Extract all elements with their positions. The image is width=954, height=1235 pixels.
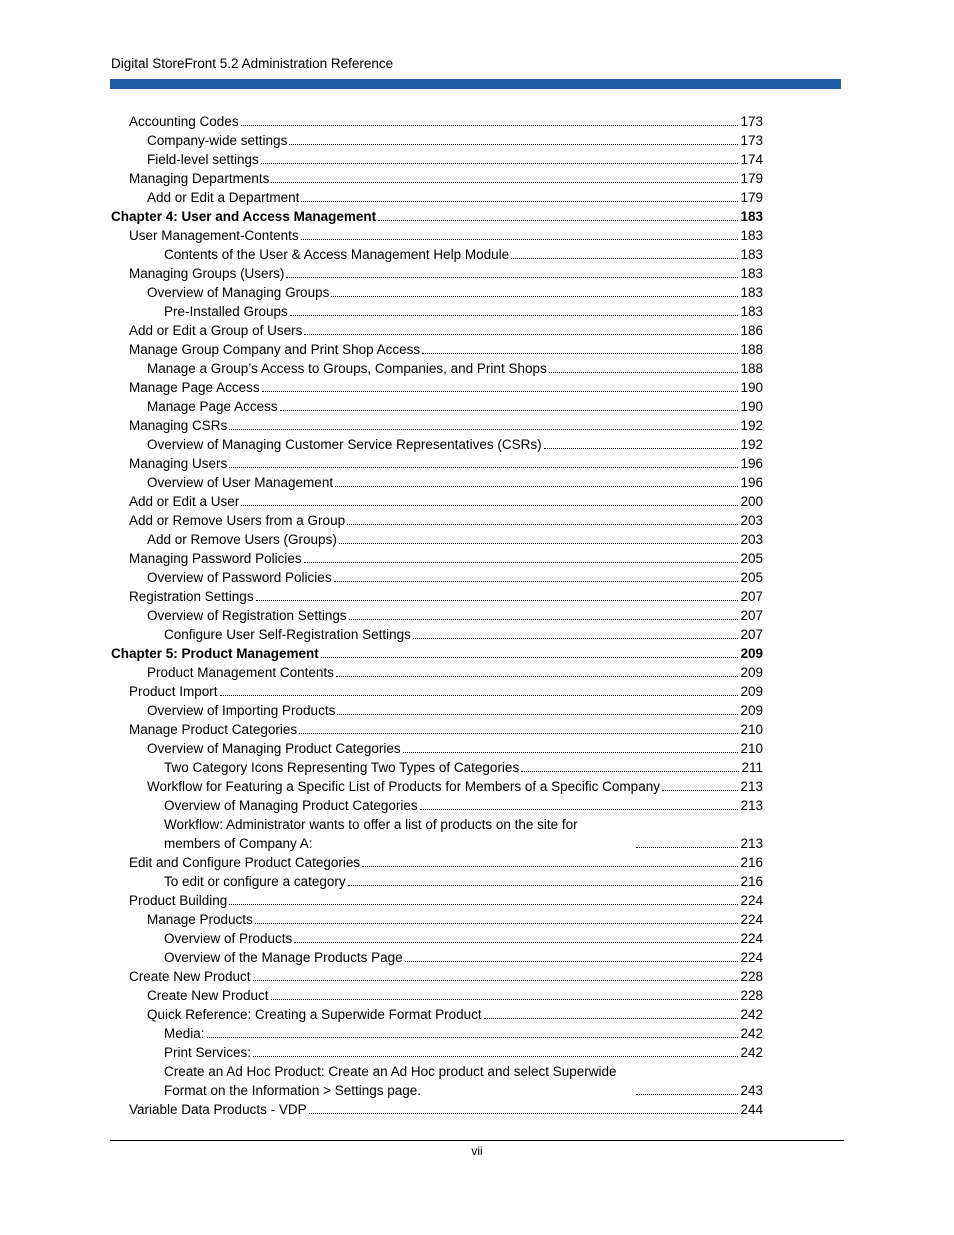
toc-entry-row: [147, 473, 763, 492]
toc-entry-row: [129, 720, 763, 739]
toc-entry-title: Overview of Managing Product Categories: [147, 741, 401, 756]
toc-entry-title: Registration Settings: [129, 589, 254, 604]
dot-leader: [636, 846, 738, 848]
dot-leader: [207, 1036, 739, 1038]
toc-page-number: 183: [740, 266, 763, 281]
toc-page-number: 190: [740, 380, 763, 395]
toc-page-number: 224: [740, 950, 763, 965]
toc-entry-row: [164, 1043, 763, 1062]
toc-page-number: 183: [740, 285, 763, 300]
dot-leader: [253, 1055, 738, 1057]
toc-entry-title: Product Import: [129, 684, 218, 699]
toc-entry[interactable]: [111, 1062, 763, 1100]
table-of-contents: [111, 112, 763, 1119]
toc-entry-row: [129, 549, 763, 568]
toc-entry-title: Workflow for Featuring a Specific List of Products for Members of a Specific Company: [147, 779, 660, 794]
dot-leader: [334, 580, 739, 582]
toc-entry-title: Print Services:: [164, 1045, 252, 1060]
toc-page-number: 242: [740, 1026, 763, 1041]
toc-page-number: 192: [740, 437, 763, 452]
toc-entry-title: Manage Page Access: [129, 380, 260, 395]
toc-page-number: 183: [740, 247, 763, 262]
toc-entry-row: [129, 321, 763, 340]
dot-leader: [413, 637, 739, 639]
toc-entry[interactable]: [111, 245, 763, 264]
toc-entry-title: User Management-Contents: [129, 228, 299, 243]
dot-leader: [511, 257, 738, 259]
toc-entry-row: [147, 530, 763, 549]
toc-entry-row: [147, 283, 763, 302]
toc-entry[interactable]: [111, 435, 763, 454]
toc-entry-title: Create an Ad Hoc Product: Create an Ad Hoc product and select Superwide Format on the Information > Settings page.: [164, 1064, 617, 1098]
dot-leader: [484, 1017, 739, 1019]
toc-page-number: 209: [740, 646, 763, 661]
toc-entry-title: Manage Group Company and Print Shop Access: [129, 342, 421, 357]
toc-page-number: 224: [740, 931, 763, 946]
dot-leader: [309, 1112, 739, 1114]
dot-leader: [241, 504, 738, 506]
toc-entry-row: [129, 226, 763, 245]
toc-page-number: 210: [740, 722, 763, 737]
toc-entry[interactable]: [111, 872, 763, 891]
dot-leader: [220, 694, 739, 696]
toc-page-number: 173: [740, 114, 763, 129]
toc-page-number: 243: [740, 1083, 763, 1098]
toc-entry-title: Managing CSRs: [129, 418, 228, 433]
toc-page-number: 216: [740, 855, 763, 870]
toc-entry[interactable]: [111, 359, 763, 378]
toc-entry-row: [164, 758, 763, 777]
toc-entry-title: Field-level settings: [147, 152, 259, 167]
toc-entry-row: [129, 112, 763, 131]
dot-leader: [253, 979, 739, 981]
dot-leader: [271, 998, 739, 1000]
toc-page-number: 205: [740, 570, 763, 585]
dot-leader: [229, 428, 738, 430]
dot-leader: [261, 162, 739, 164]
toc-page-number: 179: [740, 190, 763, 205]
toc-entry-title: Overview of Managing Product Categories: [164, 798, 418, 813]
toc-entry-title: Workflow: Administrator wants to offer a list of products on the site for members of Company A:: [164, 817, 578, 851]
toc-entry-row: [147, 701, 763, 720]
toc-entry[interactable]: [111, 264, 763, 283]
toc-page-number: 196: [740, 456, 763, 471]
toc-entry-title: Managing Departments: [129, 171, 270, 186]
dot-leader: [255, 922, 739, 924]
toc-entry[interactable]: [111, 321, 763, 340]
toc-entry[interactable]: [111, 606, 763, 625]
header-title: Digital StoreFront 5.2 Administration Reference: [111, 56, 394, 71]
toc-entry-row: [164, 815, 763, 853]
toc-page-number: 183: [740, 209, 763, 224]
toc-entry-title: Manage Page Access: [147, 399, 278, 414]
toc-entry[interactable]: [111, 1005, 763, 1024]
toc-entry[interactable]: [111, 967, 763, 986]
toc-entry[interactable]: [111, 758, 763, 777]
toc-entry-row: [164, 1024, 763, 1043]
toc-page-number: 174: [740, 152, 763, 167]
dot-leader: [290, 314, 739, 316]
toc-entry[interactable]: [111, 853, 763, 872]
toc-entry[interactable]: [111, 568, 763, 587]
toc-entry-title: Overview of Registration Settings: [147, 608, 347, 623]
toc-entry[interactable]: [111, 492, 763, 511]
dot-leader: [262, 390, 739, 392]
toc-entry-row: [129, 492, 763, 511]
toc-entry-row: [147, 663, 763, 682]
toc-entry-title: Two Category Icons Representing Two Types of Categories: [164, 760, 520, 775]
toc-entry-title: Add or Remove Users (Groups): [147, 532, 337, 547]
toc-page-number: 200: [740, 494, 763, 509]
toc-page-number: 188: [740, 342, 763, 357]
dot-leader: [362, 865, 738, 867]
footer-rule: [110, 1140, 844, 1141]
toc-entry-title: Add or Edit a User: [129, 494, 240, 509]
dot-leader: [271, 181, 738, 183]
toc-page-number: 213: [740, 779, 763, 794]
dot-leader: [662, 789, 739, 791]
toc-page-number: 207: [740, 608, 763, 623]
toc-page-number: 242: [740, 1007, 763, 1022]
toc-page-number: 183: [740, 304, 763, 319]
toc-entry[interactable]: [111, 682, 763, 701]
toc-entry-title: Create New Product: [129, 969, 251, 984]
toc-entry[interactable]: [111, 625, 763, 644]
dot-leader: [405, 960, 739, 962]
toc-entry-title: Overview of Password Policies: [147, 570, 332, 585]
dot-leader: [289, 143, 738, 145]
toc-page-number: 173: [740, 133, 763, 148]
toc-page-number: 213: [740, 798, 763, 813]
toc-entry[interactable]: [111, 112, 763, 131]
toc-chapter[interactable]: [111, 207, 763, 226]
toc-entry-title: Overview of Importing Products: [147, 703, 336, 718]
toc-entry-title: Product Management Contents: [147, 665, 334, 680]
toc-entry[interactable]: [111, 397, 763, 416]
toc-entry[interactable]: [111, 1100, 763, 1119]
toc-entry-row: [147, 568, 763, 587]
toc-entry-row: [129, 378, 763, 397]
toc-page-number: 210: [740, 741, 763, 756]
toc-entry-row: [129, 1100, 763, 1119]
toc-entry-row: [129, 169, 763, 188]
dot-leader: [420, 808, 739, 810]
toc-entry-title: To edit or configure a category: [164, 874, 346, 889]
toc-entry-row: [147, 359, 763, 378]
toc-entry-row: [129, 264, 763, 283]
dot-leader: [521, 770, 739, 772]
toc-entry-row: [111, 207, 763, 226]
toc-entry-title: Overview of Managing Customer Service Representatives (CSRs): [147, 437, 542, 452]
toc-entry-row: [164, 929, 763, 948]
toc-entry[interactable]: [111, 910, 763, 929]
toc-page-number: 209: [740, 684, 763, 699]
header-bar: [110, 79, 841, 89]
toc-entry-row: [147, 739, 763, 758]
toc-entry-row: [147, 910, 763, 929]
toc-page-number: 196: [740, 475, 763, 490]
toc-entry-title: Variable Data Products - VDP: [129, 1102, 307, 1117]
toc-entry[interactable]: [111, 188, 763, 207]
toc-entry[interactable]: [111, 169, 763, 188]
toc-entry[interactable]: [111, 150, 763, 169]
dot-leader: [299, 732, 738, 734]
dot-leader: [331, 295, 738, 297]
toc-page-number: 203: [740, 513, 763, 528]
toc-entry-title: Chapter 4: User and Access Management: [111, 209, 377, 224]
toc-entry[interactable]: [111, 1043, 763, 1062]
dot-leader: [229, 466, 738, 468]
toc-entry[interactable]: [111, 815, 763, 853]
toc-page-number: 192: [740, 418, 763, 433]
toc-entry-title: Add or Edit a Group of Users: [129, 323, 303, 338]
toc-entry-row: [147, 777, 763, 796]
toc-entry-title: Edit and Configure Product Categories: [129, 855, 361, 870]
toc-entry[interactable]: [111, 1024, 763, 1043]
toc-entry-title: Manage Products: [147, 912, 253, 927]
toc-entry[interactable]: [111, 302, 763, 321]
toc-entry-title: Product Building: [129, 893, 228, 908]
toc-entry-row: [164, 872, 763, 891]
toc-entry-row: [164, 948, 763, 967]
toc-entry[interactable]: [111, 473, 763, 492]
toc-page-number: 183: [740, 228, 763, 243]
toc-entry-title: Accounting Codes: [129, 114, 239, 129]
toc-page-number: 244: [740, 1102, 763, 1117]
toc-entry-row: [164, 625, 763, 644]
dot-leader: [347, 523, 738, 525]
toc-entry[interactable]: [111, 549, 763, 568]
toc-page-number: 228: [740, 988, 763, 1003]
toc-entry-row: [147, 150, 763, 169]
toc-entry-row: [129, 511, 763, 530]
toc-page-number: 242: [740, 1045, 763, 1060]
toc-entry-title: Managing Password Policies: [129, 551, 302, 566]
toc-entry-row: [147, 1005, 763, 1024]
toc-entry[interactable]: [111, 720, 763, 739]
dot-leader: [337, 713, 738, 715]
toc-entry[interactable]: [111, 948, 763, 967]
toc-entry[interactable]: [111, 796, 763, 815]
toc-entry[interactable]: [111, 530, 763, 549]
dot-leader: [339, 542, 739, 544]
dot-leader: [301, 200, 738, 202]
toc-entry-title: Managing Groups (Users): [129, 266, 285, 281]
toc-page-number: 224: [740, 912, 763, 927]
dot-leader: [335, 485, 738, 487]
toc-entry-row: [129, 340, 763, 359]
toc-entry[interactable]: [111, 777, 763, 796]
toc-entry[interactable]: [111, 701, 763, 720]
toc-page-number: 209: [740, 703, 763, 718]
toc-entry-row: [164, 1062, 763, 1100]
dot-leader: [348, 884, 739, 886]
toc-entry-title: Contents of the User & Access Management Help Module: [164, 247, 510, 262]
toc-entry-title: Managing Users: [129, 456, 228, 471]
toc-entry[interactable]: [111, 986, 763, 1005]
toc-chapter[interactable]: [111, 644, 763, 663]
toc-entry-title: Overview of the Manage Products Page: [164, 950, 403, 965]
toc-page-number: 228: [740, 969, 763, 984]
dot-leader: [294, 941, 738, 943]
dot-leader: [636, 1093, 738, 1095]
toc-entry-title: Overview of Products: [164, 931, 293, 946]
toc-entry[interactable]: [111, 416, 763, 435]
toc-entry[interactable]: [111, 663, 763, 682]
footer-page-number: vii: [471, 1144, 483, 1158]
toc-page-number: 209: [740, 665, 763, 680]
toc-entry-row: [147, 397, 763, 416]
toc-entry-row: [129, 416, 763, 435]
toc-entry-title: Manage a Group’s Access to Groups, Companies, and Print Shops: [147, 361, 547, 376]
toc-page-number: 205: [740, 551, 763, 566]
toc-page-number: 207: [740, 627, 763, 642]
toc-page-number: 216: [740, 874, 763, 889]
toc-entry-row: [164, 302, 763, 321]
toc-page-number: 186: [740, 323, 763, 338]
toc-entry-row: [129, 891, 763, 910]
toc-entry[interactable]: [111, 340, 763, 359]
dot-leader: [403, 751, 739, 753]
toc-page-number: 190: [740, 399, 763, 414]
toc-page-number: 224: [740, 893, 763, 908]
toc-entry-title: Manage Product Categories: [129, 722, 298, 737]
toc-entry-title: Chapter 5: Product Management: [111, 646, 319, 661]
toc-entry-row: [164, 245, 763, 264]
toc-entry-row: [147, 986, 763, 1005]
toc-page-number: 179: [740, 171, 763, 186]
toc-entry[interactable]: [111, 226, 763, 245]
toc-entry-row: [147, 606, 763, 625]
toc-page-number: 213: [740, 836, 763, 851]
dot-leader: [229, 903, 738, 905]
toc-entry-row: [111, 644, 763, 663]
toc-entry-title: Add or Remove Users from a Group: [129, 513, 346, 528]
toc-entry-row: [147, 435, 763, 454]
toc-entry[interactable]: [111, 891, 763, 910]
toc-entry-row: [129, 967, 763, 986]
dot-leader: [549, 371, 739, 373]
toc-page-number: 203: [740, 532, 763, 547]
toc-page-number: 211: [741, 760, 763, 775]
dot-leader: [321, 656, 739, 658]
toc-page-number: 207: [740, 589, 763, 604]
toc-entry[interactable]: [111, 587, 763, 606]
toc-entry-title: Pre-Installed Groups: [164, 304, 288, 319]
dot-leader: [301, 238, 739, 240]
toc-entry[interactable]: [111, 378, 763, 397]
dot-leader: [378, 219, 738, 221]
toc-entry-title: Media:: [164, 1026, 205, 1041]
toc-entry[interactable]: [111, 283, 763, 302]
toc-entry[interactable]: [111, 929, 763, 948]
toc-entry-title: Overview of User Management: [147, 475, 334, 490]
toc-entry-title: Company-wide settings: [147, 133, 288, 148]
toc-entry[interactable]: [111, 511, 763, 530]
dot-leader: [422, 352, 738, 354]
toc-entry-row: [129, 853, 763, 872]
dot-leader: [241, 124, 739, 126]
toc-entry[interactable]: [111, 454, 763, 473]
toc-entry-row: [129, 587, 763, 606]
toc-entry[interactable]: [111, 131, 763, 150]
toc-entry-title: Add or Edit a Department: [147, 190, 300, 205]
toc-entry-row: [164, 796, 763, 815]
toc-entry-row: [129, 454, 763, 473]
dot-leader: [256, 599, 739, 601]
toc-entry-row: [147, 131, 763, 150]
toc-entry-title: Quick Reference: Creating a Superwide Format Product: [147, 1007, 482, 1022]
toc-entry-title: Overview of Managing Groups: [147, 285, 330, 300]
dot-leader: [304, 561, 739, 563]
dot-leader: [286, 276, 738, 278]
dot-leader: [280, 409, 739, 411]
toc-entry-title: Create New Product: [147, 988, 269, 1003]
dot-leader: [336, 675, 739, 677]
dot-leader: [544, 447, 739, 449]
toc-page-number: 188: [740, 361, 763, 376]
dot-leader: [304, 333, 738, 335]
toc-entry[interactable]: [111, 739, 763, 758]
toc-entry-title: Configure User Self-Registration Settings: [164, 627, 411, 642]
dot-leader: [349, 618, 739, 620]
toc-entry-row: [129, 682, 763, 701]
toc-entry-row: [147, 188, 763, 207]
